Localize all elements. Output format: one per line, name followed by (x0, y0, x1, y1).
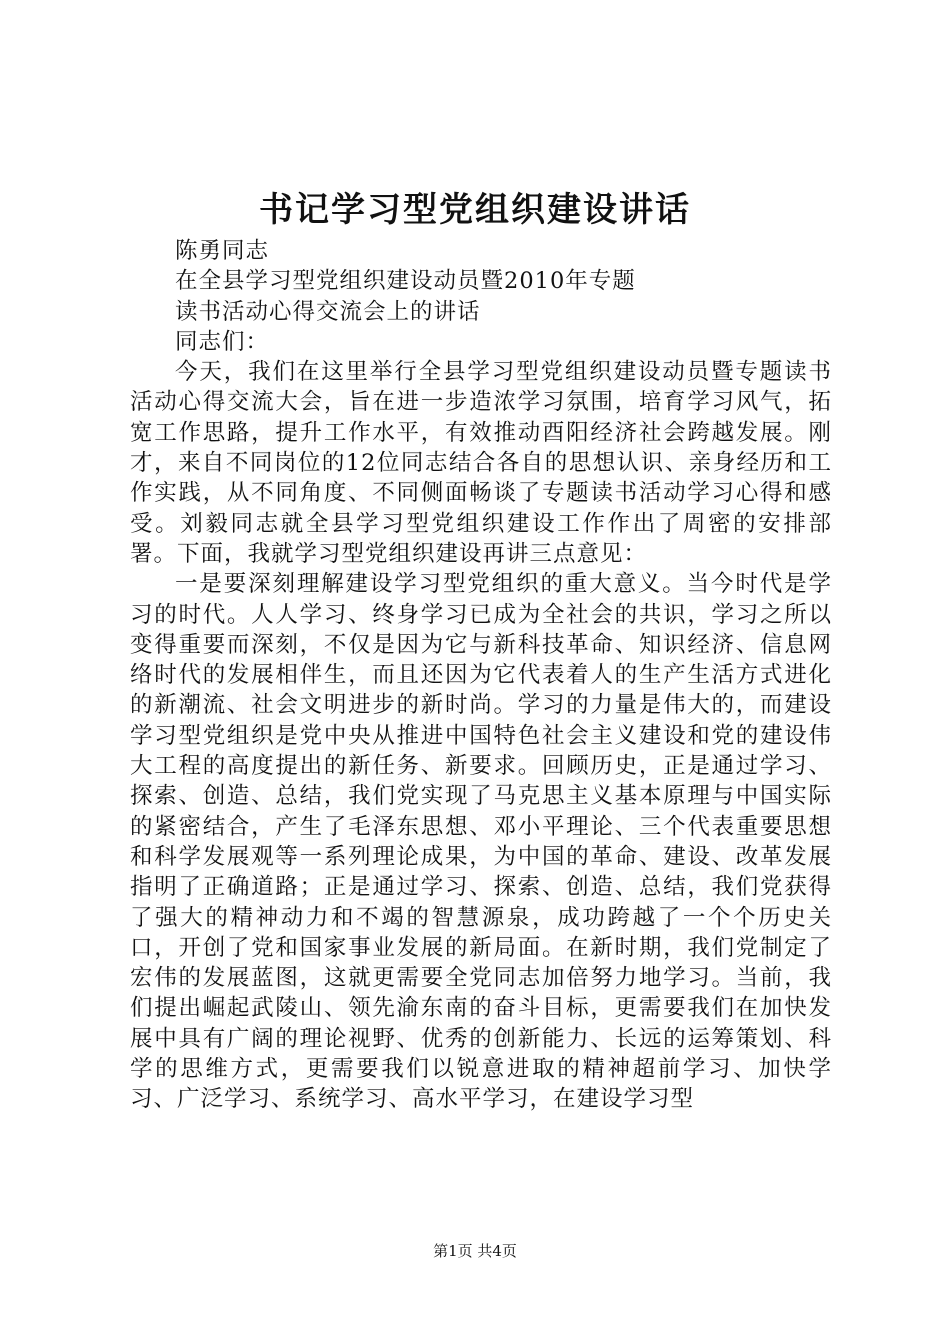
page-footer: 第1页 共4页 (433, 1242, 517, 1260)
document-body (130, 236, 832, 1115)
speech-occasion-line-1: 在全县学习型党组织建设动员暨2010年专题 (175, 268, 636, 295)
speaker-name: 陈勇同志 (175, 238, 270, 264)
speech-occasion-line-2: 读书活动心得交流会上的讲话 (175, 298, 481, 325)
document-title: 书记学习型党组织建设讲话 (259, 190, 691, 230)
body-paragraph: 今天，我们在这里举行全县学习型党组织建设动员暨专题读书活动心得交流大会，旨在进一步造浓学习氛围，培育学习风气，拓宽工作思路，提升工作水平，有效推动酉阳经济社会跨越发展。刚才，来自不同岗位的12位同志结合各自的思想认识、亲身经历和工作实践，从不同角度、不同侧面畅谈了专题读书活动学习心得和感受。刘毅同志就全县学习型党组织建设工作作出了周密的安排部署。下面，我就学习型党组织建设再讲三点意见： (130, 359, 832, 567)
salutation: 同志们： (175, 328, 270, 355)
body-paragraph: 一是要深刻理解建设学习型党组织的重大意义。当今时代是学习的时代。人人学习、终身学习已成为全社会的共识，学习之所以变得重要而深刻，不仅是因为它与新科技革命、知识经济、信息网络时代的发展相伴生，而且还因为它代表着人的生产生活方式进化的新潮流、社会文明进步的新时尚。学习的力量是伟大的，而建设学习型党组织是党中央从推进中国特色社会主义建设和党的建设伟大工程的高度提出的新任务、新要求。回顾历史，正是通过学习、探索、创造、总结，我们党实现了马克思主义基本原理与中国实际的紧密结合，产生了毛泽东思想、邓小平理论、三个代表重要思想和科学发展观等一系列理论成果，为中国的革命、建设、改革发展指明了正确道路；正是通过学习、探索、创造、总结，我们党获得了强大的精神动力和不竭的智慧源泉，成功跨越了一个个历史关口，开创了党和国家事业发展的新局面。在新时期，我们党制定了宏伟的发展蓝图，这就更需要全党同志加倍努力地学习。当前，我们提出崛起武陵山、领先渝东南的奋斗目标，更需要我们在加快发展中具有广阔的理论视野、优秀的创新能力、长远的运筹策划、科学的思维方式，更需要我们以锐意进取的精神超前学习、加快学习、广泛学习、系统学习、高水平学习，在建设学习型 (130, 571, 832, 1113)
